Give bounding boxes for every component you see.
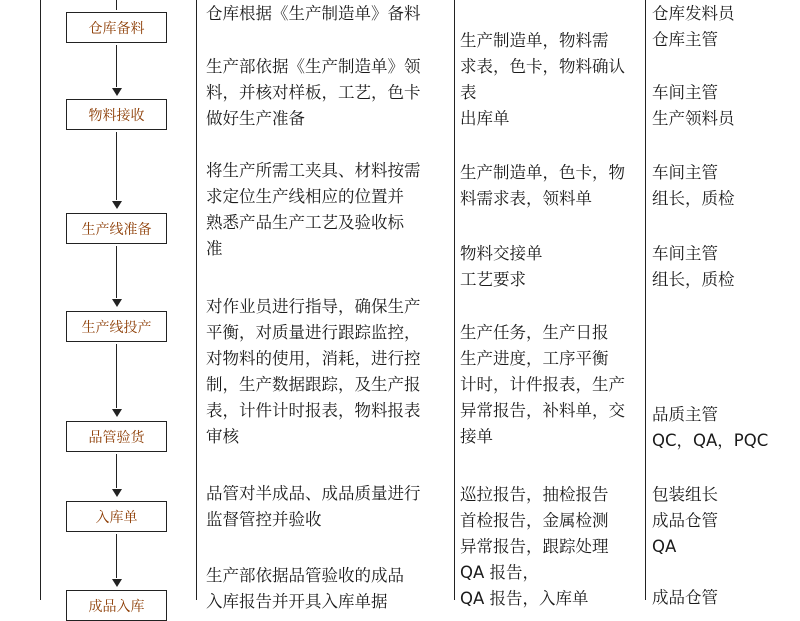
flow-connector [116, 534, 117, 578]
responsible-line: 成品仓管 [652, 511, 718, 530]
responsible-line: 车间主管 [652, 163, 718, 182]
responsible-line: 车间主管 [652, 244, 718, 263]
description-line: 求定位生产线相应的位置并 [206, 187, 404, 206]
flow-step-label: 生产线准备 [81, 221, 152, 238]
flow-connector [116, 45, 117, 87]
step-description [206, 158, 421, 262]
description-line: 品管对半成品、成品质量进行 [206, 484, 421, 503]
flow-step-box [66, 99, 167, 130]
document-line: 生产进度，工序平衡 [460, 349, 609, 368]
document-line: 生产任务，生产日报 [460, 323, 609, 342]
table-border-left [40, 0, 41, 600]
flow-step-box [66, 311, 167, 342]
document-line: 求表，色卡，物料确认 [460, 57, 625, 76]
flow-step-label: 仓库备料 [88, 20, 145, 37]
flow-arrow-icon [112, 201, 122, 209]
step-description [206, 481, 421, 533]
description-line: 平衡，对质量进行跟踪监控， [206, 323, 421, 342]
responsible-line: 组长，质检 [652, 189, 735, 208]
document-line: 计时，计件报表，生产 [460, 375, 625, 394]
description-line: 料，并核对样板，工艺，色卡 [206, 83, 421, 102]
document-line: 物料交接单 [460, 244, 543, 263]
step-responsible [652, 160, 735, 212]
step-documents [460, 320, 625, 450]
flow-connector [116, 0, 117, 10]
step-description [206, 1, 421, 27]
flow-connector [116, 454, 117, 488]
flow-step-box [66, 501, 167, 532]
flow-arrow-icon [112, 409, 122, 417]
responsible-line: 仓库主管 [652, 30, 718, 49]
table-column-divider [196, 0, 197, 600]
table-column-divider [645, 0, 646, 600]
flow-connector [116, 132, 117, 200]
step-description [206, 54, 421, 132]
step-responsible [652, 482, 718, 560]
flow-step-label: 物料接收 [88, 107, 145, 124]
step-responsible [652, 241, 735, 293]
flow-step-label: 成品入库 [88, 598, 145, 615]
document-line: QA 报告，入库单 [460, 589, 589, 608]
description-line: 制，生产数据跟踪，及生产报 [206, 375, 421, 394]
document-line: 巡拉报告，抽检报告 [460, 485, 609, 504]
document-line: 表 [460, 83, 477, 102]
responsible-line: 组长，质检 [652, 270, 735, 289]
flow-step-box [66, 12, 167, 43]
flow-arrow-icon [112, 299, 122, 307]
description-line: 对物料的使用，消耗，进行控 [206, 349, 421, 368]
document-line: 料需求表，领料单 [460, 189, 592, 208]
description-line: 监督管控并验收 [206, 510, 322, 529]
responsible-line: 车间主管 [652, 83, 718, 102]
step-documents [460, 28, 625, 132]
flow-step-label: 入库单 [95, 509, 138, 526]
flow-arrow-icon [112, 88, 122, 96]
document-line: 出库单 [460, 109, 510, 128]
description-line: 仓库根据《生产制造单》备料 [206, 4, 421, 23]
description-line: 表，计件计时报表，物料报表 [206, 401, 421, 420]
description-line: 将生产所需工夹具、材料按需 [206, 161, 421, 180]
description-line: 做好生产准备 [206, 109, 305, 128]
responsible-line: 品质主管 [652, 405, 718, 424]
flow-connector [116, 344, 117, 408]
description-line: 审核 [206, 427, 239, 446]
responsible-line: 仓库发料员 [652, 4, 735, 23]
step-responsible [652, 1, 735, 53]
document-line: 异常报告，补料单，交 [460, 401, 625, 420]
description-line: 入库报告并开具入库单据 [206, 592, 388, 611]
flow-step-box [66, 213, 167, 244]
step-responsible [652, 585, 718, 611]
document-line: 接单 [460, 427, 493, 446]
flow-step-box [66, 590, 167, 621]
flow-step-label: 生产线投产 [81, 319, 152, 336]
description-line: 熟悉产品生产工艺及验收标 [206, 213, 404, 232]
flow-step-box [66, 421, 167, 452]
document-line: 工艺要求 [460, 270, 526, 289]
responsible-line: QA [652, 537, 677, 556]
flow-connector [116, 246, 117, 298]
responsible-line: QC，QA，PQC [652, 431, 769, 450]
step-description [206, 294, 421, 450]
step-documents [460, 160, 625, 212]
step-documents [460, 241, 543, 293]
description-line: 对作业员进行指导，确保生产 [206, 297, 421, 316]
document-line: 生产制造单，色卡，物 [460, 163, 625, 182]
document-line: 首检报告，金属检测 [460, 511, 609, 530]
step-documents [460, 482, 609, 612]
responsible-line: 成品仓管 [652, 588, 718, 607]
responsible-line: 生产领料员 [652, 109, 735, 128]
document-line: 异常报告，跟踪处理 [460, 537, 609, 556]
table-column-divider [454, 0, 455, 600]
step-responsible [652, 402, 768, 454]
flow-arrow-icon [112, 489, 122, 497]
document-line: QA 报告， [460, 563, 540, 582]
flow-arrow-icon [112, 579, 122, 587]
description-line: 准 [206, 239, 223, 258]
document-line: 生产制造单，物料需 [460, 31, 609, 50]
step-responsible [652, 80, 735, 132]
flow-step-label: 品管验货 [88, 429, 145, 446]
description-line: 生产部依据《生产制造单》领 [206, 57, 421, 76]
step-description [206, 563, 404, 615]
description-line: 生产部依据品管验收的成品 [206, 566, 404, 585]
responsible-line: 包装组长 [652, 485, 718, 504]
